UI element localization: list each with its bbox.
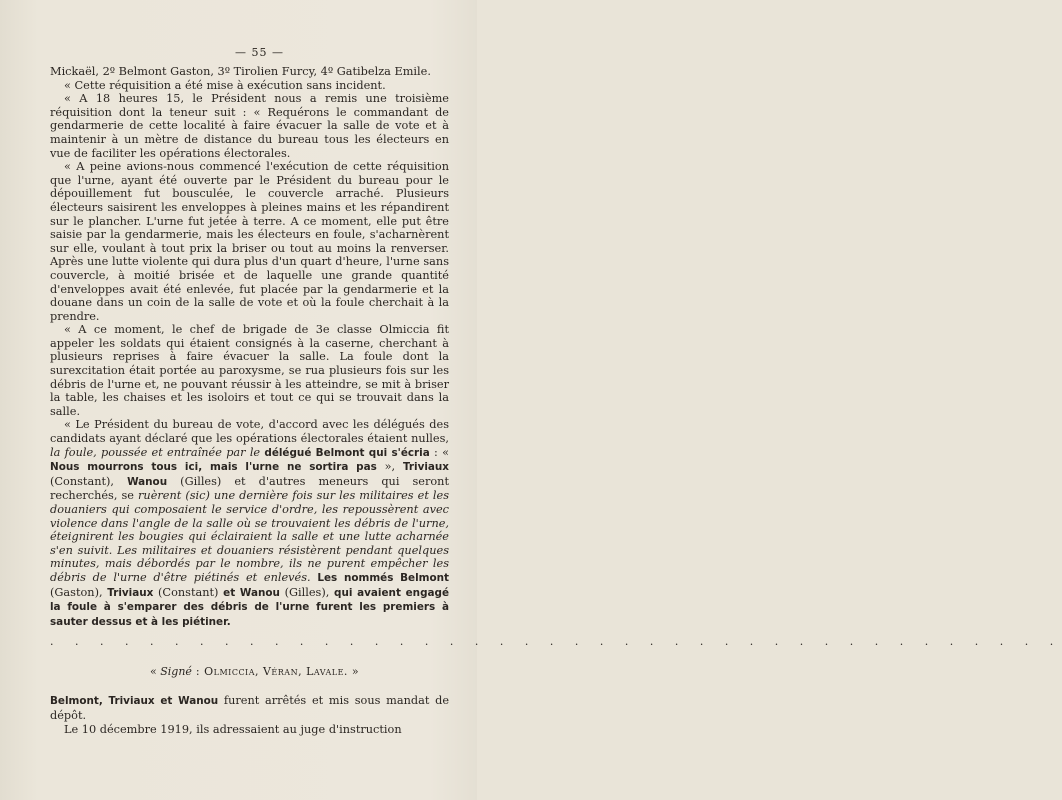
text-run: (Constant) bbox=[153, 585, 224, 599]
text-run: la foule, poussée et entraînée par le bbox=[50, 445, 265, 459]
text-run: Triviaux bbox=[107, 586, 154, 599]
signature-prefix: « bbox=[150, 665, 161, 679]
signature-names: : Olmiccia, Véran, Lavale. » bbox=[191, 665, 360, 679]
text-run: Nous mourrons tous ici, mais l'urne ne sortira pas bbox=[50, 461, 377, 474]
text-run: Le 10 décembre 1919, ils adressaient au juge d'instruction bbox=[64, 722, 402, 736]
closing-text bbox=[50, 694, 449, 736]
text-run: « A ce moment, le chef de brigade de 3e classe Olmiccia fit appeler les soldats qui étaient consignés à la caserne, cherchant à plusieurs reprises à faire évacuer la salle. La foule dont la surexcitation était portée au paroxysme, se rua plusieurs fois sur les débris de l'urne et, ne pouvant réussir à les atteindre, se mit à briser la table, les chaises et les isoloirs et tout ce qui se trouvait dans la salle. bbox=[50, 323, 449, 418]
page-number: — 55 — bbox=[235, 46, 284, 59]
text-run: (Gilles), bbox=[279, 585, 335, 599]
text-run: (Gilles) et d'autres meneurs qui seront recherchés, se bbox=[50, 474, 449, 503]
text-run: Les nommés Belmont bbox=[317, 571, 449, 584]
dotted-separator: · · · · · · · · · · · · · · · · · · · · · · · · · · · · · · · · · · · · · · · · · bbox=[50, 638, 1062, 652]
text-run: « Le Président du bureau de vote, d'accord avec les délégués des candidats ayant déclaré que les opérations électorales étaient nulles, bbox=[50, 418, 449, 446]
text-run: « A peine avions-nous commencé l'exécution de cette réquisition que l'urne, ayant été ouverte par le Président du bureau pour le dépouillement fut bousculée, le couvercle arraché. Plusieurs électeurs saisirent les enveloppes à pleines mains et les répandirent sur le plancher. L'urne fut jetée à terre. A ce moment, elle put être saisie par la gendarmerie, mais les électeurs en foule, s'acharnèrent sur elle, voulant à tout prix la briser ou tout au moins la renverser. Après une lutte violente qui dura plus d'un quart d'heure, l'urne sans couvercle, à moitié brisée et de laquelle une grande quantité d'enveloppes avait été enlevée, fut placée par la gendarmerie et la douane dans un coin de la salle de vote et où la foule cherchait à la prendre. bbox=[50, 160, 449, 323]
text-run: Mickaël, 2º Belmont Gaston, 3º Tirolien Furcy, 4º Gatibelza Emile. bbox=[50, 65, 431, 78]
paragraph bbox=[50, 160, 449, 323]
text-run: furent arrêtés et mis sous mandat de dépôt. bbox=[50, 694, 449, 722]
paragraph bbox=[50, 65, 449, 79]
signature-label: Signé bbox=[160, 665, 192, 679]
text-run: Triviaux bbox=[402, 461, 450, 474]
text-run: ruèrent (sic) une dernière fois sur les militaires et les douaniers qui composaient le service d'ordre, les repoussèrent avec violence dans l'angle de la salle où se trouvaient les débris de l'urne, éteignirent les bougies qui éclairaient la salle et une lutte acharnée s'en suivit. Les militaires et douaniers résistèrent pendant quelques minutes, mais débordés par le nombre, ils ne purent empêcher les débris de l'urne d'être piétinés et enlevés. bbox=[50, 489, 449, 584]
text-run: : « bbox=[429, 445, 450, 459]
report-text bbox=[50, 65, 449, 629]
text-run: », bbox=[376, 460, 403, 474]
text-run: et Wanou bbox=[223, 586, 280, 599]
paragraph bbox=[50, 79, 449, 93]
text-run: (Constant), bbox=[50, 474, 128, 488]
paragraph bbox=[50, 418, 449, 629]
paragraph bbox=[50, 694, 449, 722]
paragraph bbox=[50, 92, 449, 160]
text-run: « Cette réquisition a été mise à exécution sans incident. bbox=[64, 78, 386, 92]
text-run: délégué Belmont qui s'écria bbox=[264, 446, 430, 459]
text-run: « A 18 heures 15, le Président nous a remis une troisième réquisition dont la teneur suit : « Requérons le commandant de gendarmerie de cette localité à faire évacuer la salle de vote et à maintenir à un mètre de distance du bureau tous les électeurs en vue de faciliter les opérations électorales. bbox=[50, 92, 449, 160]
text-run: qui avaient engagé la foule à s'emparer des débris de l'urne furent les premiers à sauter dessus et à les piétiner. bbox=[50, 586, 449, 628]
text-run: Belmont, Triviaux et Wanou bbox=[50, 695, 219, 708]
text-run: (Gaston), bbox=[50, 585, 108, 599]
signature-line bbox=[50, 665, 449, 678]
paragraph bbox=[50, 323, 449, 418]
paragraph bbox=[50, 723, 449, 737]
text-run: Wanou bbox=[127, 475, 168, 488]
